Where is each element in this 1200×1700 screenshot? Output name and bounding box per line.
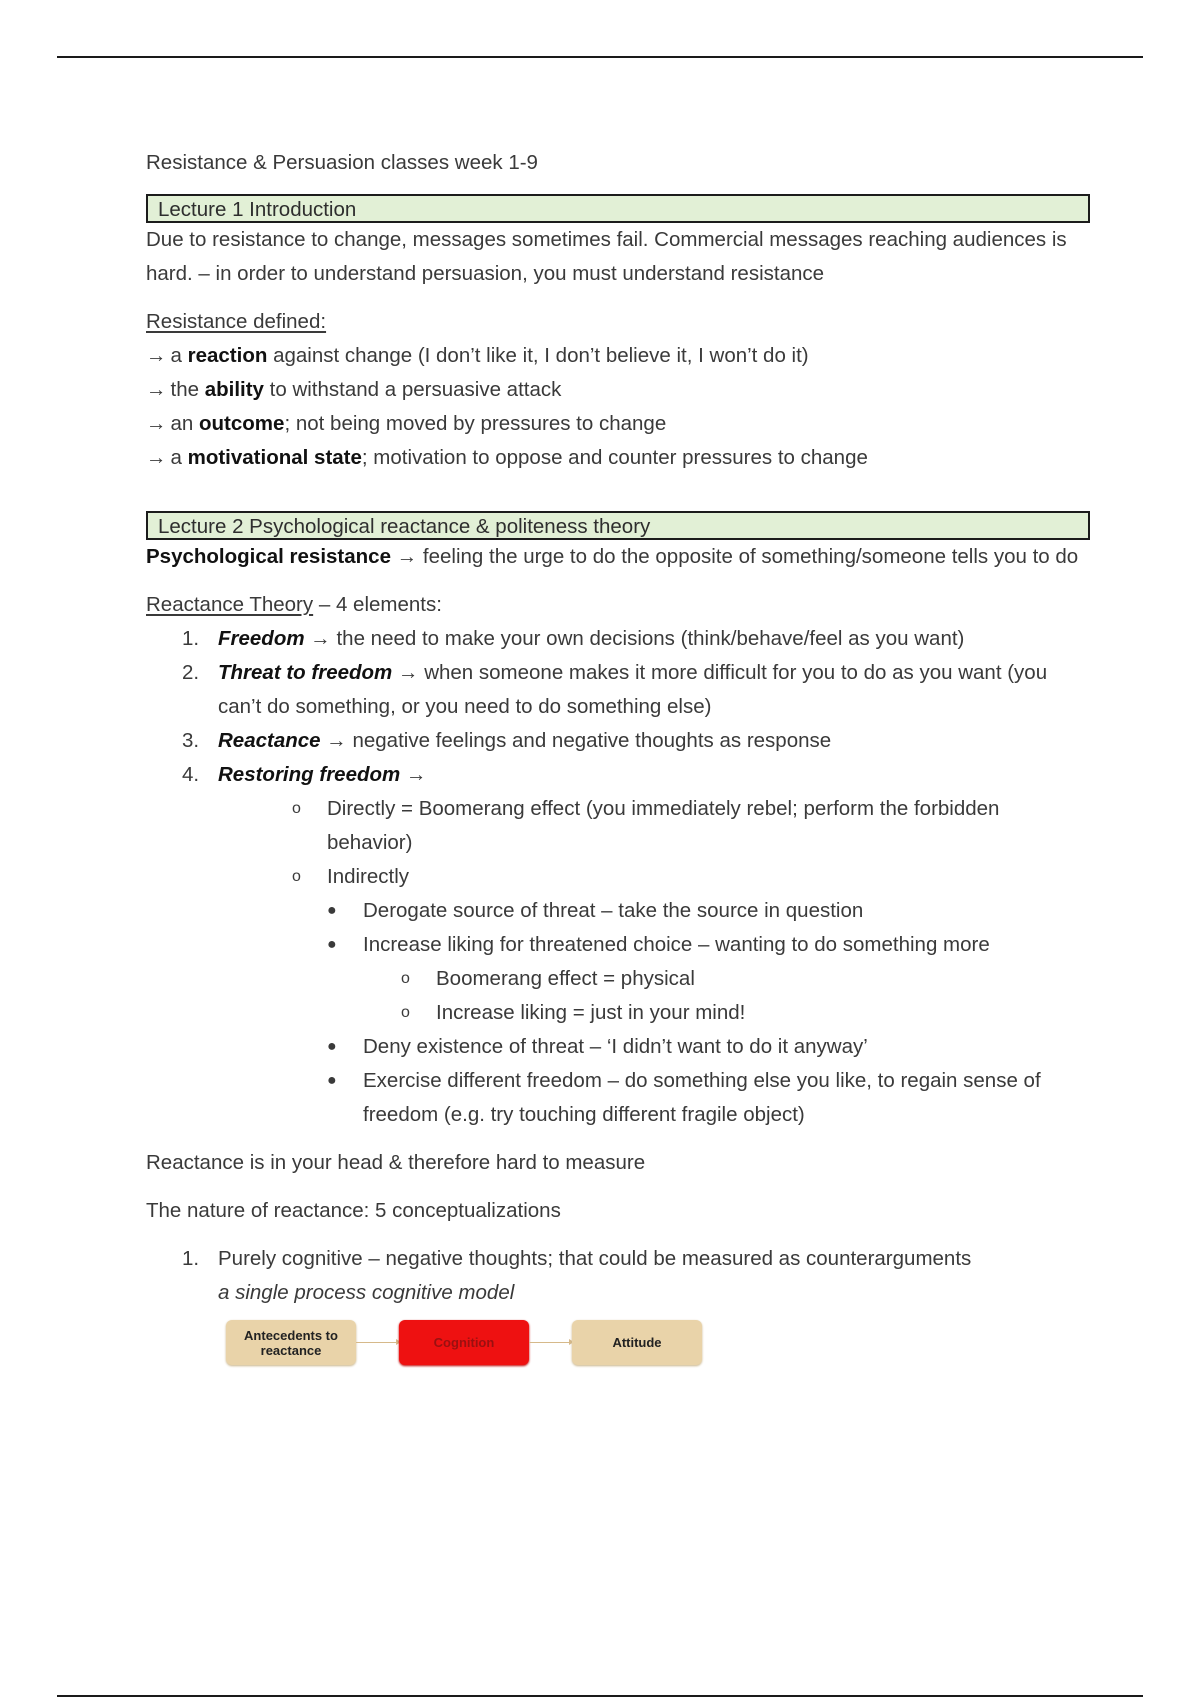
list-item: o Boomerang effect = physical [146,962,1090,996]
diagram-arrow [529,1342,572,1343]
list-item: 3. Reactance → negative feelings and negative thoughts as response [182,729,832,752]
bullet-icon: ● [327,1038,337,1055]
list-item: o Increase liking = just in your mind! [146,996,1090,1030]
arrow-icon: → [146,344,167,367]
process-diagram [146,1314,1090,1374]
definition-item: → a reaction against change (I don’t like it, I don’t believe it, I won’t do it) [146,344,809,367]
list-item: ● Increase liking for threatened choice – wanting to do something more [146,928,1090,962]
list-item: o Indirectly [146,860,1090,894]
diagram-arrow [356,1342,399,1343]
arrow-icon: → [310,627,331,650]
list-item: 2. Threat to freedom → when someone makes it more difficult for you to do as you want (you can’t do something, or you need to do something else) [182,661,1048,718]
head-note: Reactance is in your head & therefore hard to measure [146,1151,646,1174]
arrow-icon: → [146,378,167,401]
list-item: 1. Freedom → the need to make your own decisions (think/behave/feel as you want) [182,627,965,650]
bullet-icon: ● [327,936,337,953]
nature-heading: The nature of reactance: 5 conceptualizations [146,1199,561,1222]
arrow-icon: → [146,446,167,469]
lecture2-heading: Lecture 2 Psychological reactance & politeness theory [146,511,1090,540]
arrow-icon: → [326,729,347,752]
model-caption: a single process cognitive model [218,1281,515,1304]
resistance-defined-label: Resistance defined: [146,310,327,333]
circle-bullet-icon: o [401,970,410,987]
arrow-icon: → [405,763,427,786]
arrow-icon: → [146,412,167,435]
definition-item: → a motivational state; motivation to oppose and counter pressures to change [146,446,868,469]
reactance-theory-heading: Reactance Theory – 4 elements: [146,593,442,616]
definition-item: → an outcome; not being moved by pressures to change [146,412,667,435]
attitude-node: Attitude [572,1320,702,1365]
list-item: ● Derogate source of threat – take the source in question [146,894,1090,928]
antecedents-node: Antecedents to reactance [226,1320,356,1365]
circle-bullet-icon: o [401,1004,410,1021]
bottom-rule [57,1695,1143,1697]
lecture1-intro: Due to resistance to change, messages sometimes fail. Commercial messages reaching audiences is hard. – in order to understand persuasion, you must understand resistance [146,228,1067,285]
list-item: 1. Purely cognitive – negative thoughts; that could be measured as counterarguments [182,1247,972,1270]
document-body [146,146,1090,1374]
list-item: ● Deny existence of threat – ‘I didn’t want to do it anyway’ [146,1030,1090,1064]
psychological-resistance-definition: Psychological resistance → feeling the urge to do the opposite of something/someone tells you to do [146,545,1079,568]
definition-item: → the ability to withstand a persuasive attack [146,378,562,401]
top-rule [57,56,1143,58]
list-item: o Directly = Boomerang effect (you immediately rebel; perform the forbidden behavior) [146,792,1090,860]
document-title: Resistance & Persuasion classes week 1-9 [146,151,538,174]
bullet-icon: ● [327,902,337,919]
bullet-icon: ● [327,1072,337,1089]
cognition-node: Cognition [399,1320,529,1365]
arrow-icon: → [396,545,418,568]
circle-bullet-icon: o [292,800,301,817]
list-item: ● Exercise different freedom – do something else you like, to regain sense of freedom (e.g. try touching different fragile object) [146,1064,1090,1132]
circle-bullet-icon: o [292,868,301,885]
resistance-defined-heading [146,305,1090,339]
arrow-icon: → [397,661,419,684]
list-item: 4. Restoring freedom → [182,763,427,786]
lecture1-heading: Lecture 1 Introduction [146,194,1090,223]
